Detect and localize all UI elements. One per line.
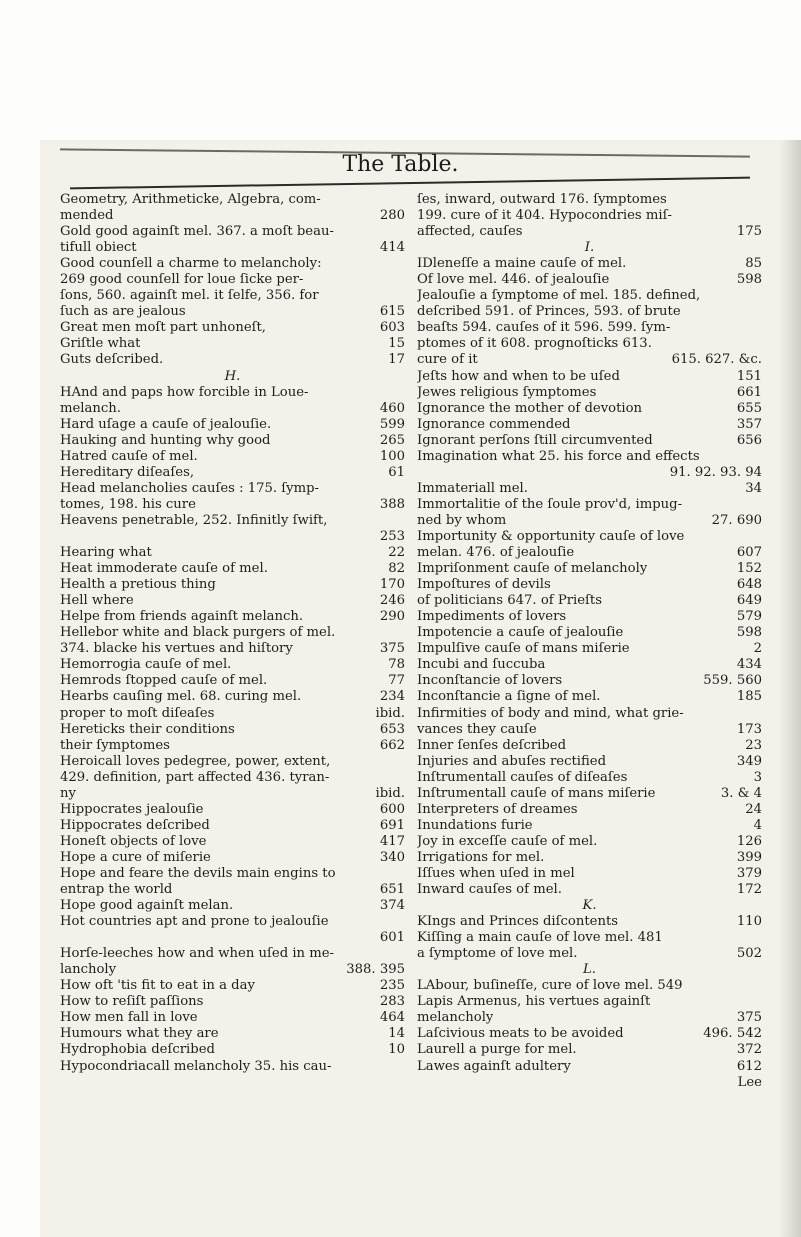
entry-text: Health a pretious thing	[60, 577, 216, 593]
index-entry	[60, 930, 405, 946]
entry-page-ref: 100	[379, 448, 405, 464]
entry-page-ref: 24	[745, 801, 762, 817]
index-entry	[417, 433, 762, 449]
index-entry	[60, 946, 405, 962]
entry-text: Hemorrogia cauſe of mel.	[60, 657, 232, 673]
entry-text: mended	[60, 208, 114, 224]
entry-page-ref: 110	[736, 914, 762, 930]
entry-text: vances they cauſe	[417, 721, 537, 737]
index-entry	[417, 593, 762, 609]
entry-page-ref: 283	[379, 994, 405, 1010]
entry-page-ref: 388	[379, 496, 405, 512]
entry-page-ref: 173	[736, 721, 762, 737]
index-entry	[60, 433, 405, 449]
entry-page-ref: 655	[736, 400, 762, 416]
entry-page-ref: ibid.	[375, 705, 405, 721]
entry-text: 199. cure of it 404. Hypocondries miſ-	[417, 208, 672, 224]
entry-text: Hereditary diſeaſes,	[60, 464, 195, 480]
index-entry	[60, 352, 405, 368]
entry-text: Immateriall mel.	[417, 480, 528, 496]
entry-text: Laurell a purge for mel.	[417, 1042, 577, 1058]
index-entry	[60, 786, 405, 802]
entry-text: Hereticks their conditions	[60, 721, 235, 737]
index-entry	[60, 802, 405, 818]
index-entry	[60, 449, 405, 465]
entry-text: Impriſonment cauſe of melancholy	[417, 561, 648, 577]
index-entry	[60, 272, 405, 288]
entry-text: Great men moſt part unhoneſt,	[60, 320, 266, 336]
entry-page-ref: 598	[736, 272, 762, 288]
entry-text: proper to moſt diſeaſes	[60, 705, 215, 721]
index-entry	[60, 722, 405, 738]
index-entry	[417, 545, 762, 561]
index-entry	[417, 786, 762, 802]
index-entry	[60, 288, 405, 304]
index-entry	[60, 882, 405, 898]
entry-page-ref: 290	[379, 609, 405, 625]
entry-text: Jealouſie a ſymptome of mel. 185. defined,	[417, 288, 701, 304]
entry-page-ref: 559. 560	[703, 673, 762, 689]
entry-text: Humours what they are	[60, 1026, 219, 1042]
index-entry	[417, 1075, 762, 1091]
entry-text: their ſymptomes	[60, 737, 170, 753]
index-entry	[417, 978, 762, 994]
entry-page-ref: ibid.	[375, 785, 405, 801]
index-entry	[417, 946, 762, 962]
entry-text: lancholy	[60, 962, 117, 978]
index-entry	[417, 866, 762, 882]
entry-text: Importunity & opportunity cauſe of love	[417, 528, 685, 544]
entry-text: Head melancholies cauſes : 175. ſymp-	[60, 480, 320, 496]
entry-text: Hemrods ſtopped cauſe of mel.	[60, 673, 268, 689]
entry-text: Helpe from friends againſt melanch.	[60, 609, 304, 625]
index-entry	[60, 224, 405, 240]
entry-page-ref: 615	[379, 304, 405, 320]
entry-page-ref: 235	[379, 978, 405, 994]
index-entry	[60, 962, 405, 978]
entry-text: Good counſell a charme to melancholy:	[60, 256, 322, 272]
entry-text: 269 good counſell for loue ſicke per-	[60, 272, 304, 288]
index-entry	[60, 336, 405, 352]
index-entry	[60, 898, 405, 914]
entry-page-ref: 417	[379, 833, 405, 849]
entry-page-ref: 170	[379, 577, 405, 593]
index-entry	[60, 401, 405, 417]
entry-text: Ignorance the mother of devotion	[417, 400, 643, 416]
index-entry	[417, 1059, 762, 1075]
entry-page-ref: 253	[379, 528, 405, 544]
entry-text: Impulſive cauſe of mans miſerie	[417, 641, 630, 657]
entry-text: melan. 476. of jealouſie	[417, 545, 575, 561]
entry-page-ref: 3	[753, 769, 762, 785]
entry-page-ref: 23	[745, 737, 762, 753]
index-entry	[417, 529, 762, 545]
entry-page-ref: 375	[736, 1010, 762, 1026]
entry-text: Griſtle what	[60, 336, 141, 352]
entry-page-ref: 434	[736, 657, 762, 673]
entry-page-ref: 375	[379, 641, 405, 657]
entry-page-ref: 185	[736, 689, 762, 705]
index-entry	[60, 1042, 405, 1058]
entry-page-ref: 280	[379, 208, 405, 224]
entry-page-ref: 340	[379, 849, 405, 865]
index-entry	[60, 770, 405, 786]
entry-page-ref: 172	[736, 882, 762, 898]
index-entry	[60, 304, 405, 320]
index-entry	[60, 465, 405, 481]
entry-text: IDleneſſe a maine cauſe of mel.	[417, 256, 627, 272]
entry-page-ref: 34	[745, 480, 762, 496]
entry-text: HAnd and paps how forcible in Loue-	[60, 384, 309, 400]
entry-text: How oft 'tis fit to eat in a day	[60, 978, 255, 994]
index-entry	[60, 754, 405, 770]
index-entry	[60, 689, 405, 705]
entry-page-ref: 460	[379, 400, 405, 416]
entry-page-ref: 379	[736, 865, 762, 881]
entry-text: Joy in exceſſe cauſe of mel.	[417, 833, 598, 849]
index-entry	[60, 818, 405, 834]
index-entry	[417, 401, 762, 417]
entry-text: deſcribed 591. of Princes, 593. of brute	[417, 304, 681, 320]
entry-page-ref: 579	[736, 609, 762, 625]
index-entry	[60, 850, 405, 866]
index-entry	[60, 497, 405, 513]
index-entry	[417, 706, 762, 722]
index-entry	[417, 256, 762, 272]
index-entry	[417, 770, 762, 786]
index-entry	[417, 1042, 762, 1058]
index-entry	[60, 914, 405, 930]
entry-text: Lapis Armenus, his vertues againſt	[417, 994, 651, 1010]
entry-page-ref: 27. 690	[711, 512, 762, 528]
index-entry	[417, 1010, 762, 1026]
entry-page-ref: 600	[379, 801, 405, 817]
index-entry	[417, 561, 762, 577]
entry-text: affected, cauſes	[417, 224, 523, 240]
entry-page-ref: 82	[388, 561, 405, 577]
entry-page-ref: Lee	[737, 1074, 762, 1090]
index-entry	[60, 994, 405, 1010]
entry-text: ſes, inward, outward 176. ſymptomes	[417, 192, 667, 207]
entry-page-ref: 78	[388, 657, 405, 673]
index-entry	[417, 754, 762, 770]
index-entry	[417, 802, 762, 818]
entry-page-ref: 612	[736, 1058, 762, 1074]
entry-text: ſuch as are jealous	[60, 304, 186, 320]
index-entry	[417, 224, 762, 240]
entry-page-ref: 496. 542	[703, 1026, 762, 1042]
entry-text: Interpreters of dreames	[417, 801, 578, 817]
section-letter: I.	[584, 240, 595, 256]
index-entry	[417, 673, 762, 689]
entry-page-ref: 651	[379, 882, 405, 898]
entry-text: melancholy	[417, 1010, 494, 1026]
entry-text: tifull obiect	[60, 240, 137, 256]
index-entry	[417, 818, 762, 834]
entry-page-ref: 14	[388, 1026, 405, 1042]
index-entry	[417, 272, 762, 288]
entry-text: How men fall in love	[60, 1010, 198, 1026]
index-entry	[417, 336, 762, 352]
entry-text: Injuries and abuſes rectified	[417, 753, 607, 769]
index-entry	[417, 834, 762, 850]
entry-page-ref: 15	[388, 336, 405, 352]
index-entry	[417, 1026, 762, 1042]
entry-page-ref: 599	[379, 416, 405, 432]
entry-text: Imagination what 25. his force and effects	[417, 448, 700, 464]
index-entry	[60, 641, 405, 657]
index-entry	[417, 930, 762, 946]
index-entry	[60, 513, 405, 529]
index-column-right	[417, 192, 762, 1091]
entry-text: Inconſtancie a ſigne of mel.	[417, 689, 601, 705]
entry-page-ref: 414	[379, 240, 405, 256]
index-entry	[60, 385, 405, 401]
index-entry	[60, 192, 405, 208]
entry-page-ref: 607	[736, 545, 762, 561]
entry-page-ref: 653	[379, 721, 405, 737]
index-entry	[60, 593, 405, 609]
entry-text: Hippocrates deſcribed	[60, 817, 210, 833]
entry-text: Hearing what	[60, 545, 152, 561]
index-entry	[417, 625, 762, 641]
index-entry	[60, 1010, 405, 1026]
entry-text: Hope and feare the devils main engins to	[60, 865, 336, 881]
entry-text: Hot countries apt and prone to jealouſie	[60, 914, 329, 930]
entry-page-ref: 648	[736, 577, 762, 593]
entry-text: Hope a cure of miſerie	[60, 849, 211, 865]
index-entry	[60, 657, 405, 673]
entry-text: Inſtrumentall cauſes of diſeaſes	[417, 769, 628, 785]
entry-page-ref: 91. 92. 93. 94	[669, 464, 762, 480]
entry-text: cure of it	[417, 352, 478, 368]
entry-text: Inward cauſes of mel.	[417, 882, 562, 898]
entry-page-ref: 17	[388, 352, 405, 368]
index-entry	[417, 577, 762, 593]
entry-page-ref: 77	[388, 673, 405, 689]
entry-page-ref: 4	[753, 817, 762, 833]
entry-text: tomes, 198. his cure	[60, 496, 196, 512]
entry-page-ref: 265	[379, 432, 405, 448]
entry-text: Gold good againſt mel. 367. a moſt beau-	[60, 224, 334, 240]
entry-text: Hydrophobia deſcribed	[60, 1042, 215, 1058]
entry-text: Hearbs cauſing mel. 68. curing mel.	[60, 689, 302, 705]
index-entry	[60, 1059, 405, 1075]
entry-text: Lawes againſt adultery	[417, 1058, 571, 1074]
index-entry	[60, 609, 405, 625]
index-entry	[417, 385, 762, 401]
entry-text: Irrigations for mel.	[417, 849, 545, 865]
entry-text: Ignorance commended	[417, 416, 571, 432]
binding-shadow	[779, 140, 801, 1237]
index-entry	[60, 256, 405, 272]
index-entry	[417, 738, 762, 754]
entry-page-ref: 615. 627. &c.	[671, 352, 762, 368]
index-entry	[60, 978, 405, 994]
entry-page-ref: 3. & 4	[720, 785, 762, 801]
index-column-left	[60, 192, 405, 1075]
index-entry	[60, 529, 405, 545]
entry-page-ref: 374	[379, 898, 405, 914]
index-entry	[60, 1026, 405, 1042]
entry-text: 429. definition, part affected 436. tyran-	[60, 769, 330, 785]
entry-text: Hauking and hunting why good	[60, 432, 271, 448]
entry-text: Hellebor white and black purgers of mel.	[60, 625, 336, 641]
index-entry	[60, 738, 405, 754]
entry-text: Impediments of lovers	[417, 609, 567, 625]
entry-page-ref: 22	[388, 545, 405, 561]
index-entry	[417, 641, 762, 657]
section-letter: K.	[582, 898, 597, 914]
index-entry	[417, 369, 762, 385]
index-entry	[60, 625, 405, 641]
entry-text: entrap the world	[60, 882, 173, 898]
section-letter: H.	[224, 368, 241, 384]
entry-text: Impoſtures of devils	[417, 577, 551, 593]
index-entry	[417, 304, 762, 320]
entry-text: of politicians 647. of Prieſts	[417, 593, 602, 609]
index-entry	[60, 320, 405, 336]
index-entry	[417, 288, 762, 304]
index-entry	[417, 850, 762, 866]
entry-text: Iſſues when uſed in mel	[417, 865, 575, 881]
index-entry	[60, 577, 405, 593]
entry-text: ned by whom	[417, 512, 507, 528]
entry-text: Geometry, Arithmeticke, Algebra, com-	[60, 192, 321, 207]
entry-page-ref: 126	[736, 833, 762, 849]
entry-page-ref: 151	[736, 368, 762, 384]
index-entry	[60, 866, 405, 882]
entry-text: Inſtrumentall cauſe of mans miſerie	[417, 785, 656, 801]
entry-text: How to reſiſt paſſions	[60, 994, 204, 1010]
index-entry	[417, 449, 762, 465]
entry-text: ptomes of it 608. prognoſticks 613.	[417, 336, 652, 352]
entry-text: Heavens penetrable, 252. Infinitly ſwift,	[60, 512, 328, 528]
entry-text: Hard uſage a cauſe of jealouſie.	[60, 416, 272, 432]
entry-text: Heat immoderate cauſe of mel.	[60, 561, 268, 577]
entry-text: Of love mel. 446. of jealouſie	[417, 272, 610, 288]
index-entry	[417, 320, 762, 336]
entry-text: Inconſtancie of lovers	[417, 673, 563, 689]
entry-page-ref: 399	[736, 849, 762, 865]
index-entry	[417, 882, 762, 898]
entry-text: 374. blacke his vertues and hiſtory	[60, 641, 293, 657]
index-entry	[60, 834, 405, 850]
entry-text: melanch.	[60, 400, 121, 416]
entry-page-ref: 601	[379, 930, 405, 946]
index-entry	[60, 673, 405, 689]
entry-text: Hippocrates jealouſie	[60, 801, 204, 817]
index-entry	[417, 914, 762, 930]
entry-text: Hope good againſt melan.	[60, 898, 234, 914]
entry-page-ref: 598	[736, 625, 762, 641]
entry-text: Horſe-leeches how and when uſed in me-	[60, 946, 335, 962]
entry-text: Jeſts how and when to be uſed	[417, 368, 620, 384]
entry-text: Impotencie a cauſe of jealouſie	[417, 625, 624, 641]
index-entry	[60, 706, 405, 722]
entry-page-ref: 372	[736, 1042, 762, 1058]
entry-page-ref: 603	[379, 320, 405, 336]
entry-page-ref: 10	[388, 1042, 405, 1058]
entry-text: Infirmities of body and mind, what grie-	[417, 705, 684, 721]
index-entry	[417, 481, 762, 497]
entry-text: Immortalitie of the ſoule prov'd, impug-	[417, 496, 683, 512]
entry-page-ref: 656	[736, 432, 762, 448]
index-entry	[417, 352, 762, 368]
entry-text: Hatred cauſe of mel.	[60, 448, 198, 464]
entry-text: ſons, 560. againſt mel. it ſelfe, 356. for	[60, 288, 319, 304]
index-entry	[417, 417, 762, 433]
entry-page-ref: 175	[736, 224, 762, 240]
entry-page-ref: 691	[379, 817, 405, 833]
entry-text: Laſcivious meats to be avoided	[417, 1026, 624, 1042]
entry-page-ref: 662	[379, 737, 405, 753]
entry-text: Hell where	[60, 593, 134, 609]
entry-text: LAbour, buſineſſe, cure of love mel. 549	[417, 978, 683, 994]
entry-page-ref: 649	[736, 593, 762, 609]
entry-text: Jewes religious ſymptomes	[417, 384, 597, 400]
index-entry	[417, 722, 762, 738]
entry-page-ref: 2	[753, 641, 762, 657]
page-title: The Table.	[342, 152, 459, 177]
index-entry	[417, 465, 762, 481]
index-entry	[60, 545, 405, 561]
entry-page-ref: 152	[736, 561, 762, 577]
entry-text: Inundations furie	[417, 817, 533, 833]
index-entry	[60, 561, 405, 577]
entry-text: beaſts 594. cauſes of it 596. 599. ſym-	[417, 320, 671, 336]
entry-page-ref: 85	[745, 256, 762, 272]
entry-page-ref: 234	[379, 689, 405, 705]
index-entry	[60, 208, 405, 224]
entry-text: Heroicall loves pedegree, power, extent,	[60, 753, 331, 769]
entry-text: Guts deſcribed.	[60, 352, 164, 368]
index-entry	[417, 497, 762, 513]
entry-text: ny	[60, 785, 76, 801]
index-entry	[417, 208, 762, 224]
index-entry	[417, 657, 762, 673]
index-entry	[417, 609, 762, 625]
index-entry	[60, 481, 405, 497]
entry-text: Ignorant perſons ſtill circumvented	[417, 432, 653, 448]
entry-page-ref: 464	[379, 1010, 405, 1026]
entry-text: Inner ſenſes deſcribed	[417, 737, 567, 753]
entry-text: a ſymptome of love mel.	[417, 946, 578, 962]
entry-text: Honeſt objects of love	[60, 833, 207, 849]
index-entry	[60, 240, 405, 256]
index-entry	[417, 994, 762, 1010]
entry-page-ref: 61	[388, 464, 405, 480]
section-letter: L.	[583, 962, 596, 978]
entry-page-ref: 661	[736, 384, 762, 400]
entry-text: Hypocondriacall melancholy 35. his cau-	[60, 1058, 332, 1074]
entry-page-ref: 357	[736, 416, 762, 432]
index-entry	[60, 417, 405, 433]
index-entry	[417, 689, 762, 705]
index-entry	[417, 192, 762, 208]
entry-text: Incubi and ſuccuba	[417, 657, 546, 673]
entry-page-ref: 388. 395	[346, 962, 405, 978]
index-entry	[417, 513, 762, 529]
entry-text: KIngs and Princes diſcontents	[417, 914, 619, 930]
entry-page-ref: 349	[736, 753, 762, 769]
entry-text: Kiſſing a main cauſe of love mel. 481	[417, 930, 663, 946]
entry-page-ref: 502	[736, 946, 762, 962]
entry-page-ref: 246	[379, 593, 405, 609]
